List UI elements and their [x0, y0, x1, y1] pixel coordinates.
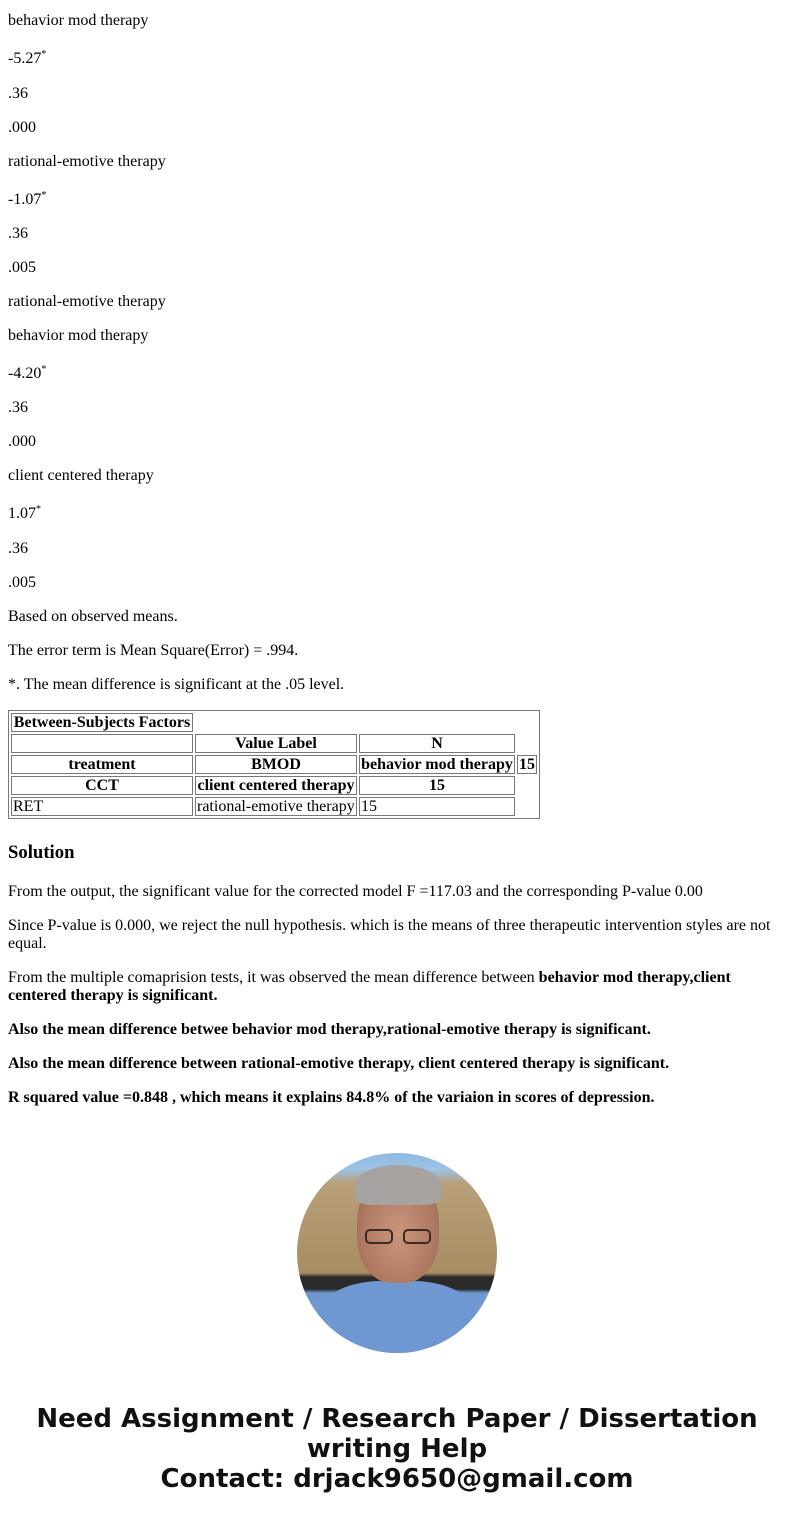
solution-paragraph: Also the mean difference between rational-emotive therapy, client centered therapy is significant. [8, 1055, 670, 1072]
text-line: .005 [8, 574, 36, 591]
table-cell: 15 [519, 756, 535, 773]
text-line: -4.20* [8, 364, 47, 382]
solution-paragraph: Since P-value is 0.000, we reject the null hypothesis. which is the means of three therapeutic intervention styles are not equal. [8, 917, 771, 952]
between-subjects-factors-table [8, 710, 540, 819]
text-line: -1.07* [8, 190, 47, 208]
table-row [11, 797, 537, 816]
footnote-observed-means: Based on observed means. [8, 608, 178, 625]
text-line: .005 [8, 259, 36, 276]
footnote-error-term: The error term is Mean Square(Error) = .994. [8, 642, 299, 659]
text-line: .36 [8, 225, 28, 242]
text-line: -5.27* [8, 49, 47, 67]
table-cell: CCT [11, 776, 193, 795]
solution-paragraph: R squared value =0.848 , which means it explains 84.8% of the variaion in scores of depression. [8, 1089, 655, 1106]
table-row [11, 713, 537, 732]
text-line: .36 [8, 540, 28, 557]
text-line: behavior mod therapy [8, 12, 149, 29]
promo-banner: Need Assignment / Research Paper / Dissertation writing Help Contact: drjack9650@gmail.com [0, 1404, 794, 1494]
table-cell: RET [11, 797, 193, 816]
table-header-cell: Value Label [195, 734, 357, 753]
table-cell: client centered therapy [195, 776, 357, 795]
text-line: rational-emotive therapy [8, 293, 166, 310]
table-cell: BMOD [195, 755, 357, 774]
text-line: client centered therapy [8, 467, 154, 484]
author-avatar [297, 1153, 497, 1353]
text-line: rational-emotive therapy [8, 153, 166, 170]
table-cell: treatment [11, 755, 193, 774]
table-header-cell [11, 734, 193, 753]
table-title: Between-Subjects Factors [11, 713, 193, 732]
text-line: .36 [8, 399, 28, 416]
table-header-cell: N [359, 734, 515, 753]
text-line: .000 [8, 433, 36, 450]
solution-heading: Solution [8, 842, 75, 863]
table-row [11, 755, 537, 774]
solution-paragraph: From the multiple comaprision tests, it was observed the mean difference between behavior mod therapy,client centered therapy is significant. [8, 969, 731, 1004]
table-cell: 15 [359, 776, 515, 795]
text-line: behavior mod therapy [8, 327, 149, 344]
table-cell: 15 [359, 797, 515, 816]
text-line: .36 [8, 85, 28, 102]
table-row [11, 776, 537, 795]
table-cell: behavior mod therapy [359, 755, 515, 774]
text-line: .000 [8, 119, 36, 136]
solution-paragraph: Also the mean difference betwee behavior mod therapy,rational-emotive therapy is significant. [8, 1021, 651, 1038]
table-cell: rational-emotive therapy [195, 797, 357, 816]
solution-paragraph: From the output, the significant value for the corrected model F =117.03 and the corresponding P-value 0.00 [8, 883, 703, 900]
table-header-row [11, 734, 537, 753]
contact-email: Contact: drjack9650@gmail.com [160, 1464, 634, 1494]
footnote-significance: *. The mean difference is significant at the .05 level. [8, 676, 345, 693]
text-line: 1.07* [8, 504, 41, 522]
